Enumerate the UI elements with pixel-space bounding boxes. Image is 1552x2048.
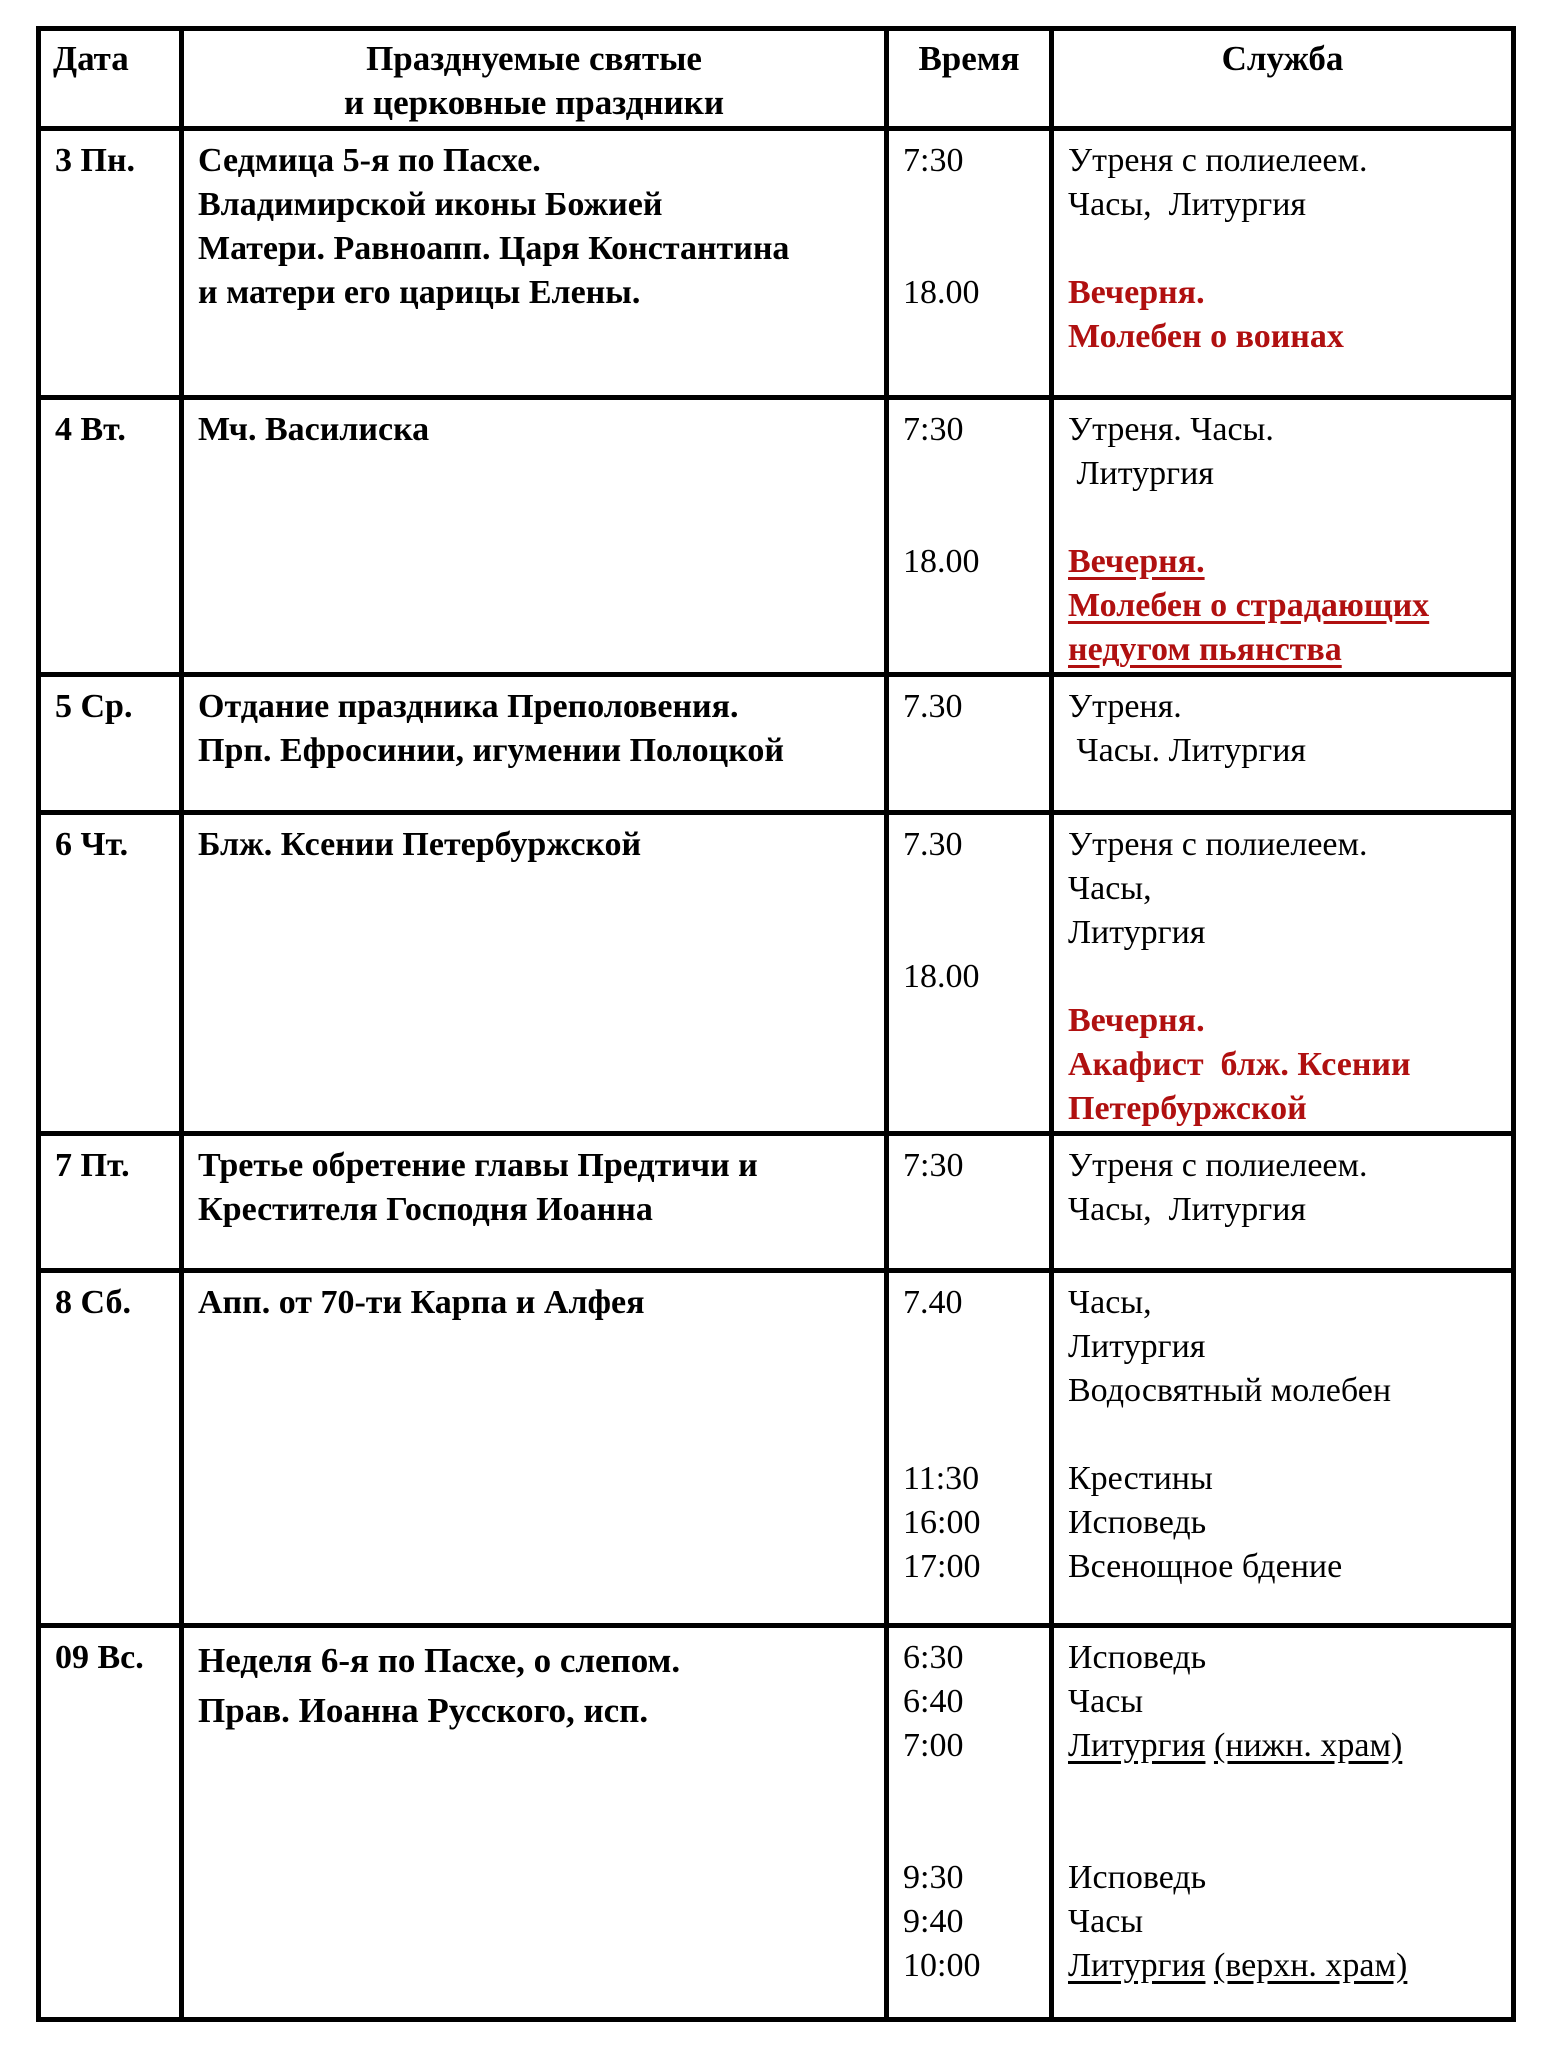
feast-line: Владимирской иконы Божией [198, 186, 663, 223]
service-line-with-note [1068, 1944, 1511, 1988]
service-line: Утреня. Часы. [1068, 411, 1274, 448]
service-line: Утреня с полиелеем. [1068, 826, 1368, 863]
table-row [39, 1626, 1514, 2020]
service-line: Утреня с полиелеем. [1068, 1147, 1368, 1184]
time-entry: 7:30 [903, 1147, 964, 1184]
time-entry: 18.00 [903, 543, 980, 580]
time-entry: 7.30 [903, 688, 963, 725]
feast-line: Отдание праздника Преполовения. [198, 688, 739, 725]
header-time: Время [887, 29, 1052, 129]
row-service [1052, 813, 1514, 1134]
service-line: Крестины [1068, 1460, 1213, 1497]
row-time [887, 813, 1052, 1134]
row-time [887, 675, 1052, 813]
row-feast [182, 398, 887, 675]
table-row [39, 1271, 1514, 1626]
table-row [39, 675, 1514, 813]
feast-line: Прп. Ефросинии, игумении Полоцкой [198, 732, 785, 769]
service-line: Всенощное бдение [1068, 1548, 1343, 1585]
service-line: Исповедь [1068, 1504, 1207, 1541]
row-time [887, 1134, 1052, 1271]
service-line: Вечерня. [1068, 274, 1205, 311]
service-line: Утреня. [1068, 688, 1182, 725]
service-line: Водосвятный молебен [1068, 1372, 1392, 1409]
time-entry: 17:00 [903, 1548, 981, 1585]
table-row [39, 398, 1514, 675]
row-date: 3 Пн. [39, 129, 182, 398]
time-entry: 6:30 [903, 1639, 964, 1676]
row-date: 09 Вс. [39, 1626, 182, 2020]
row-time [887, 398, 1052, 675]
feast-line: и матери его царицы Елены. [198, 274, 641, 311]
time-entry: 10:00 [903, 1947, 981, 1984]
service-line: Часы [1068, 1903, 1144, 1940]
feast-line: Мч. Василиска [198, 411, 430, 448]
feast-line: Прав. Иоанна Русского, исп. [198, 1691, 649, 1730]
time-entry: 7:00 [903, 1727, 964, 1764]
service-line: Молебен о страдающих [1068, 587, 1430, 624]
service-note: (верхн. храм) [1213, 1947, 1408, 1984]
row-date: 8 Сб. [39, 1271, 182, 1626]
service-note: (нижн. храм) [1213, 1727, 1403, 1764]
time-entry: 7:30 [903, 142, 964, 179]
feast-line: Блж. Ксении Петербуржской [198, 826, 642, 863]
service-line: недугом пьянства [1068, 631, 1342, 668]
row-date: 4 Вт. [39, 398, 182, 675]
row-feast [182, 129, 887, 398]
service-line: Молебен о воинах [1068, 318, 1344, 355]
feast-line: Седмица 5-я по Пасхе. [198, 142, 541, 179]
feast-line: Крестителя Господня Иоанна [198, 1191, 653, 1228]
time-entry: 11:30 [903, 1460, 980, 1497]
row-service [1052, 1134, 1514, 1271]
row-feast [182, 675, 887, 813]
feast-line: Матери. Равноапп. Царя Константина [198, 230, 790, 267]
service-line: Часы [1068, 1683, 1144, 1720]
header-date: Дата [39, 29, 182, 129]
feast-line: Третье обретение главы Предтичи и [198, 1147, 758, 1184]
time-entry: 9:30 [903, 1859, 964, 1896]
service-line: Акафист блж. Ксении [1068, 1046, 1411, 1083]
row-time [887, 1271, 1052, 1626]
service-name: Литургия [1068, 1947, 1206, 1984]
time-entry: 7:30 [903, 411, 964, 448]
time-entry: 7.40 [903, 1284, 963, 1321]
service-line: Литургия [1068, 914, 1206, 951]
service-line: Исповедь [1068, 1639, 1207, 1676]
service-line: Часы. Литургия [1068, 732, 1307, 769]
feast-line: Апп. от 70-ти Карпа и Алфея [198, 1284, 645, 1321]
row-date: 5 Ср. [39, 675, 182, 813]
time-entry: 16:00 [903, 1504, 981, 1541]
table-row [39, 813, 1514, 1134]
time-entry: 9:40 [903, 1903, 964, 1940]
header-feast-line: и церковные праздники [343, 83, 725, 122]
feast-line: Неделя 6-я по Пасхе, о слепом. [198, 1641, 681, 1680]
row-feast [182, 1626, 887, 2020]
time-entry: 18.00 [903, 958, 980, 995]
service-line: Часы, [1068, 870, 1152, 907]
header-service: Служба [1052, 29, 1514, 129]
time-entry: 7.30 [903, 826, 963, 863]
row-date: 7 Пт. [39, 1134, 182, 1271]
service-line: Вечерня. [1068, 543, 1205, 580]
row-feast [182, 1134, 887, 1271]
schedule-table [36, 26, 1516, 2022]
header-row [39, 29, 1514, 129]
row-feast [182, 813, 887, 1134]
row-time [887, 129, 1052, 398]
service-line: Часы, Литургия [1068, 1191, 1307, 1228]
service-line: Вечерня. [1068, 1002, 1205, 1039]
row-service [1052, 398, 1514, 675]
time-entry: 18.00 [903, 274, 980, 311]
header-feast [182, 29, 887, 129]
service-name: Литургия [1068, 1727, 1206, 1764]
service-line: Утреня с полиелеем. [1068, 142, 1368, 179]
row-service [1052, 1626, 1514, 2020]
table-row [39, 129, 1514, 398]
header-feast-line: Празднуемые святые [366, 39, 702, 78]
row-service [1052, 675, 1514, 813]
service-line: Литургия [1068, 455, 1214, 492]
service-line: Часы, [1068, 1284, 1152, 1321]
service-line: Часы, Литургия [1068, 186, 1307, 223]
service-line: Литургия [1068, 1328, 1206, 1365]
table-row [39, 1134, 1514, 1271]
row-date: 6 Чт. [39, 813, 182, 1134]
row-service [1052, 129, 1514, 398]
row-service [1052, 1271, 1514, 1626]
time-entry: 6:40 [903, 1683, 964, 1720]
service-line-with-note [1068, 1724, 1511, 1768]
service-line: Петербуржской [1068, 1090, 1307, 1127]
service-line: Исповедь [1068, 1859, 1207, 1896]
row-feast [182, 1271, 887, 1626]
row-time [887, 1626, 1052, 2020]
